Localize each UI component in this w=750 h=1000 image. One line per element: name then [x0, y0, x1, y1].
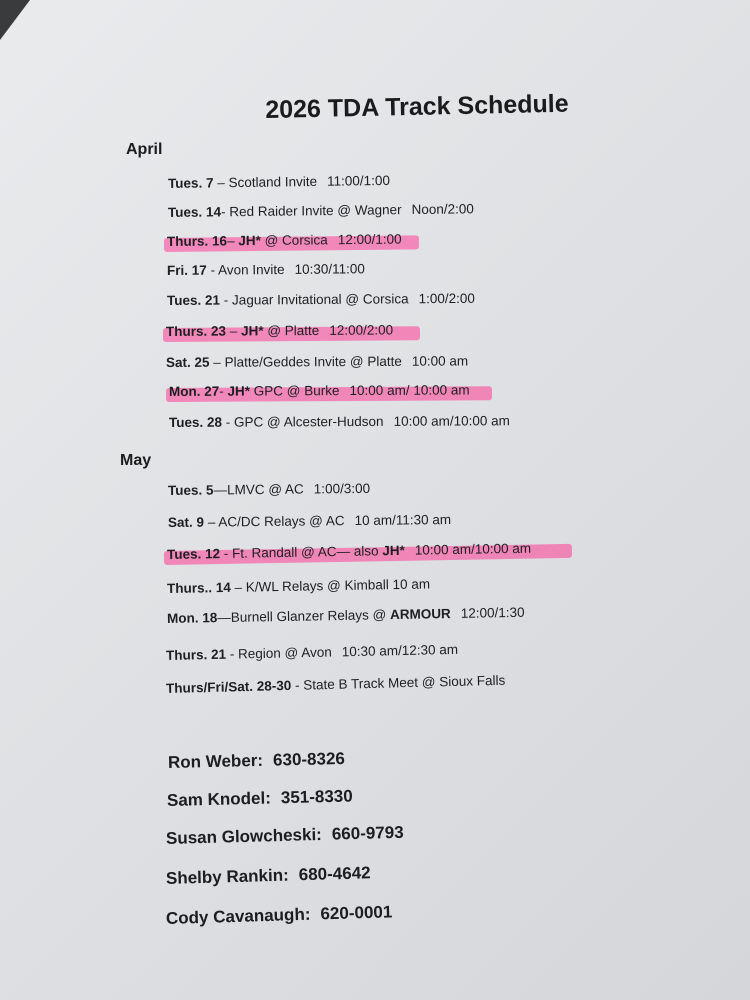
- event-time: 1:00/3:00: [313, 480, 371, 497]
- event-day: Thurs.. 14: [166, 579, 231, 596]
- event-time: Noon/2:00: [411, 201, 474, 218]
- event-separator: -: [219, 292, 233, 308]
- contact-phone: 620-0001: [320, 902, 393, 924]
- event-day: Sat. 9: [167, 514, 205, 530]
- event-location: GPC @ Burke: [249, 383, 340, 399]
- schedule-event: [166, 353, 468, 370]
- event-day: Fri. 17: [166, 262, 207, 278]
- event-day: Tues. 28: [168, 414, 223, 430]
- event-day: Mon. 27: [168, 383, 220, 399]
- event-separator: –: [209, 354, 225, 370]
- event-description: Scotland Invite: [228, 173, 318, 191]
- event-description: Jaguar Invitational @ Corsica: [231, 291, 409, 308]
- event-location: @ Platte: [263, 322, 320, 339]
- event-separator: -: [219, 545, 233, 562]
- contact-name: Sam Knodel:: [166, 788, 272, 810]
- event-description: Burnell Glanzer Relays @: [230, 607, 391, 625]
- event-separator: —: [217, 609, 231, 626]
- event-description: State B Track Meet @ Sioux Falls: [303, 672, 506, 693]
- event-separator: -: [219, 383, 228, 399]
- event-separator: –: [230, 579, 246, 595]
- event-day: Tues. 7: [167, 175, 214, 191]
- event-day: Thurs. 16: [166, 233, 228, 249]
- event-time: 1:00/2:00: [418, 290, 475, 307]
- event-time: 10:30 am/12:30 am: [341, 641, 459, 660]
- contact-name: Shelby Rankin:: [165, 865, 290, 888]
- contact-entry: [168, 749, 345, 773]
- schedule-event: [167, 261, 365, 278]
- event-jh-marker: JH*: [382, 542, 405, 559]
- event-jh-marker: JH*: [227, 383, 251, 399]
- event-description: Ft. Randall @ AC— also: [231, 543, 383, 561]
- month-april-heading: April: [126, 141, 163, 158]
- schedule-event: [169, 413, 510, 430]
- event-separator: –: [225, 323, 242, 339]
- event-day: Thurs/Fri/Sat. 28-30: [165, 677, 292, 696]
- event-description: Platte/Geddes Invite @ Platte: [224, 353, 402, 370]
- event-day: Thurs. 23: [165, 323, 227, 339]
- event-jh-marker: JH*: [240, 323, 264, 339]
- contact-name: Ron Weber:: [167, 750, 264, 772]
- event-separator: –: [203, 514, 219, 530]
- event-day: Tues. 21: [166, 292, 221, 308]
- event-jh-marker: JH*: [238, 233, 261, 249]
- event-day: Sat. 25: [165, 354, 210, 370]
- event-time: 11:00/1:00: [326, 172, 391, 189]
- contact-phone: 351-8330: [280, 786, 353, 808]
- event-separator: -: [225, 646, 239, 662]
- event-description: Region @ Avon: [237, 644, 332, 662]
- event-description: GPC @ Alcester-Hudson: [233, 413, 384, 430]
- page-title: 2026 TDA Track Schedule: [265, 89, 569, 124]
- event-time: 10:00 am/10:00 am: [414, 540, 532, 558]
- event-time: 12:00/1:00: [337, 231, 402, 248]
- event-description: Red Raider Invite @ Wagner: [229, 202, 402, 220]
- event-day: Tues. 5: [167, 482, 214, 498]
- event-description: LMVC @ AC: [226, 481, 304, 498]
- event-time: 10:00 am/ 10:00 am: [349, 382, 470, 399]
- schedule-event: [168, 481, 370, 498]
- event-description: K/WL Relays @ Kimball 10 am: [245, 576, 431, 595]
- contact-phone: 630-8326: [272, 748, 346, 770]
- event-separator: —: [213, 482, 228, 498]
- event-description: Avon Invite: [217, 261, 285, 278]
- event-time: 10:00 am/10:00 am: [393, 413, 510, 429]
- event-location: @ Corsica: [260, 232, 328, 249]
- event-time: 10:30/11:00: [294, 261, 365, 277]
- event-separator: –: [213, 175, 229, 191]
- schedule-event: [166, 322, 393, 339]
- contact-name: Cody Cavanaugh:: [165, 904, 311, 928]
- event-separator: -: [220, 204, 230, 220]
- contact-phone: 660-9793: [331, 822, 404, 844]
- event-separator: -: [206, 262, 219, 278]
- contact-name: Susan Glowcheski:: [165, 824, 323, 848]
- event-separator: –: [226, 233, 239, 249]
- event-time: 12:00/1:30: [460, 604, 525, 621]
- event-day: Tues. 14: [167, 204, 222, 220]
- schedule-event: [168, 173, 390, 191]
- event-description: AC/DC Relays @ AC: [218, 513, 345, 530]
- event-place-bold: ARMOUR: [389, 606, 451, 623]
- event-day: Mon. 18: [166, 610, 218, 626]
- schedule-event: [167, 291, 475, 308]
- schedule-event: [169, 382, 470, 399]
- schedule-event: [168, 512, 451, 530]
- contact-phone: 680-4642: [298, 863, 371, 885]
- schedule-event: [167, 232, 402, 249]
- event-time: 12:00/2:00: [329, 322, 394, 338]
- event-day: Tues. 12: [166, 546, 221, 562]
- month-may-heading: May: [120, 452, 152, 469]
- event-time: 10 am/11:30 am: [354, 512, 452, 529]
- event-day: Thurs. 21: [165, 646, 227, 663]
- event-separator: -: [291, 677, 304, 693]
- event-time: 10:00 am: [411, 353, 469, 369]
- event-separator: -: [221, 414, 235, 430]
